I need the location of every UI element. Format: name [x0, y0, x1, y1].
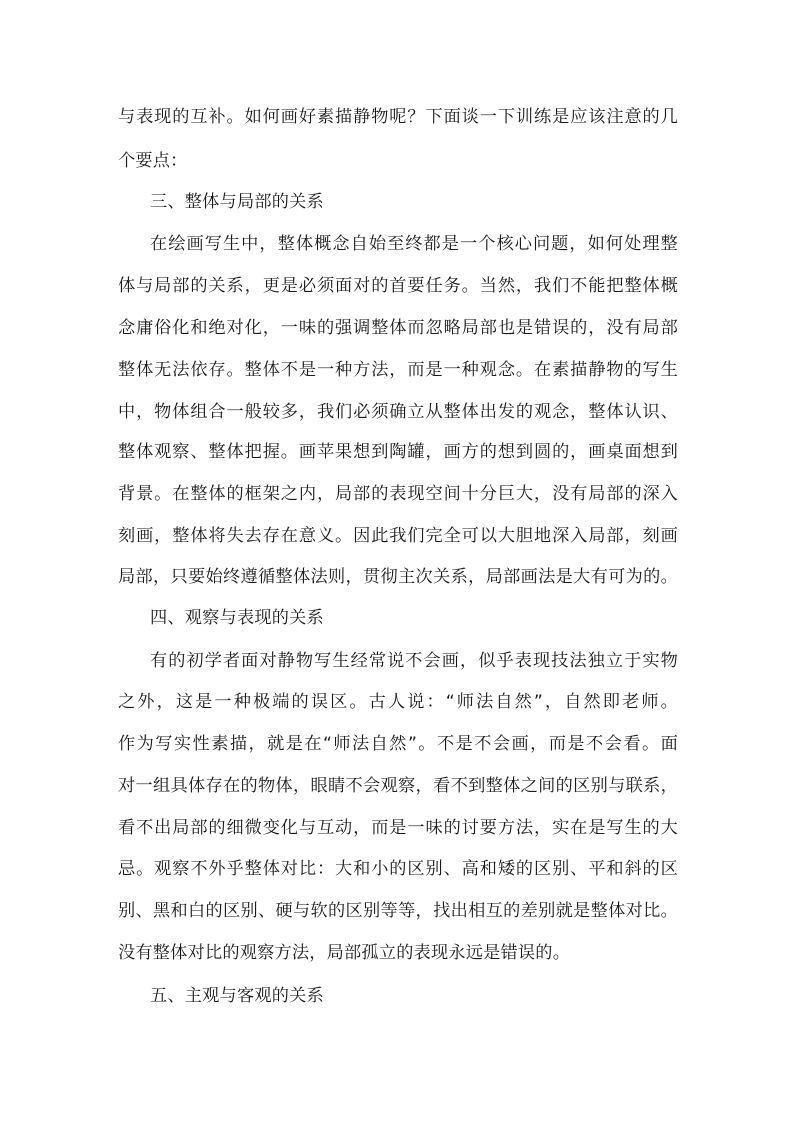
paragraph-line: 看不出局部的细微变化与互动，而是一味的讨要方法，实在是写生的大 — [118, 818, 678, 838]
paragraph-line: 体与局部的关系，更是必须面对的首要任务。当然，我们不能把整体概 — [118, 276, 678, 296]
paragraph-line: 对一组具体存在的物体，眼睛不会观察，看不到整体之间的区别与联系， — [118, 776, 678, 796]
paragraph-line: 作为写实性素描，就是在“师法自然”。不是不会画，而是不会看。面 — [118, 734, 678, 754]
paragraph-line: 之外，这是一种极端的误区。古人说：“师法自然”，自然即老师。 — [118, 692, 678, 712]
section-4-heading: 四、观察与表现的关系 — [150, 608, 324, 628]
paragraph-line: 念庸俗化和绝对化，一味的强调整体而忽略局部也是错误的，没有局部 — [118, 318, 678, 338]
paragraph-line: 背景。在整体的框架之内，局部的表现空间十分巨大，没有局部的深入 — [118, 484, 678, 504]
paragraph-line: 整体观察、整体把握。画苹果想到陶罐，画方的想到圆的，画桌面想到 — [118, 442, 678, 462]
paragraph-line: 中，物体组合一般较多，我们必须确立从整体出发的观念，整体认识、 — [118, 402, 678, 422]
section-3-heading: 三、整体与局部的关系 — [150, 192, 324, 212]
section-5-heading: 五、主观与客观的关系 — [150, 986, 324, 1006]
paragraph-line: 别、黑和白的区别、硬与软的区别等等，找出相互的差别就是整体对比。 — [118, 901, 678, 921]
paragraph-line: 没有整体对比的观察方法，局部孤立的表现永远是错误的。 — [118, 943, 571, 963]
paragraph-line: 局部，只要始终遵循整体法则，贯彻主次关系，局部画法是大有可为的。 — [118, 567, 678, 587]
intro-line-1: 与表现的互补。如何画好素描静物呢？下面谈一下训练是应该注意的几 — [118, 107, 678, 127]
paragraph-line: 有的初学者面对静物写生经常说不会画，似乎表现技法独立于实物 — [150, 651, 678, 671]
paragraph-line: 在绘画写生中，整体概念自始至终都是一个核心问题，如何处理整 — [150, 234, 678, 254]
paragraph-line: 整体无法依存。整体不是一种方法，而是一种观念。在素描静物的写生 — [118, 360, 678, 380]
intro-line-2: 个要点： — [118, 151, 188, 171]
paragraph-line: 刻画，整体将失去存在意义。因此我们完全可以大胆地深入局部，刻画 — [118, 526, 678, 546]
paragraph-line: 忌。观察不外乎整体对比：大和小的区别、高和矮的区别、平和斜的区 — [118, 859, 678, 879]
